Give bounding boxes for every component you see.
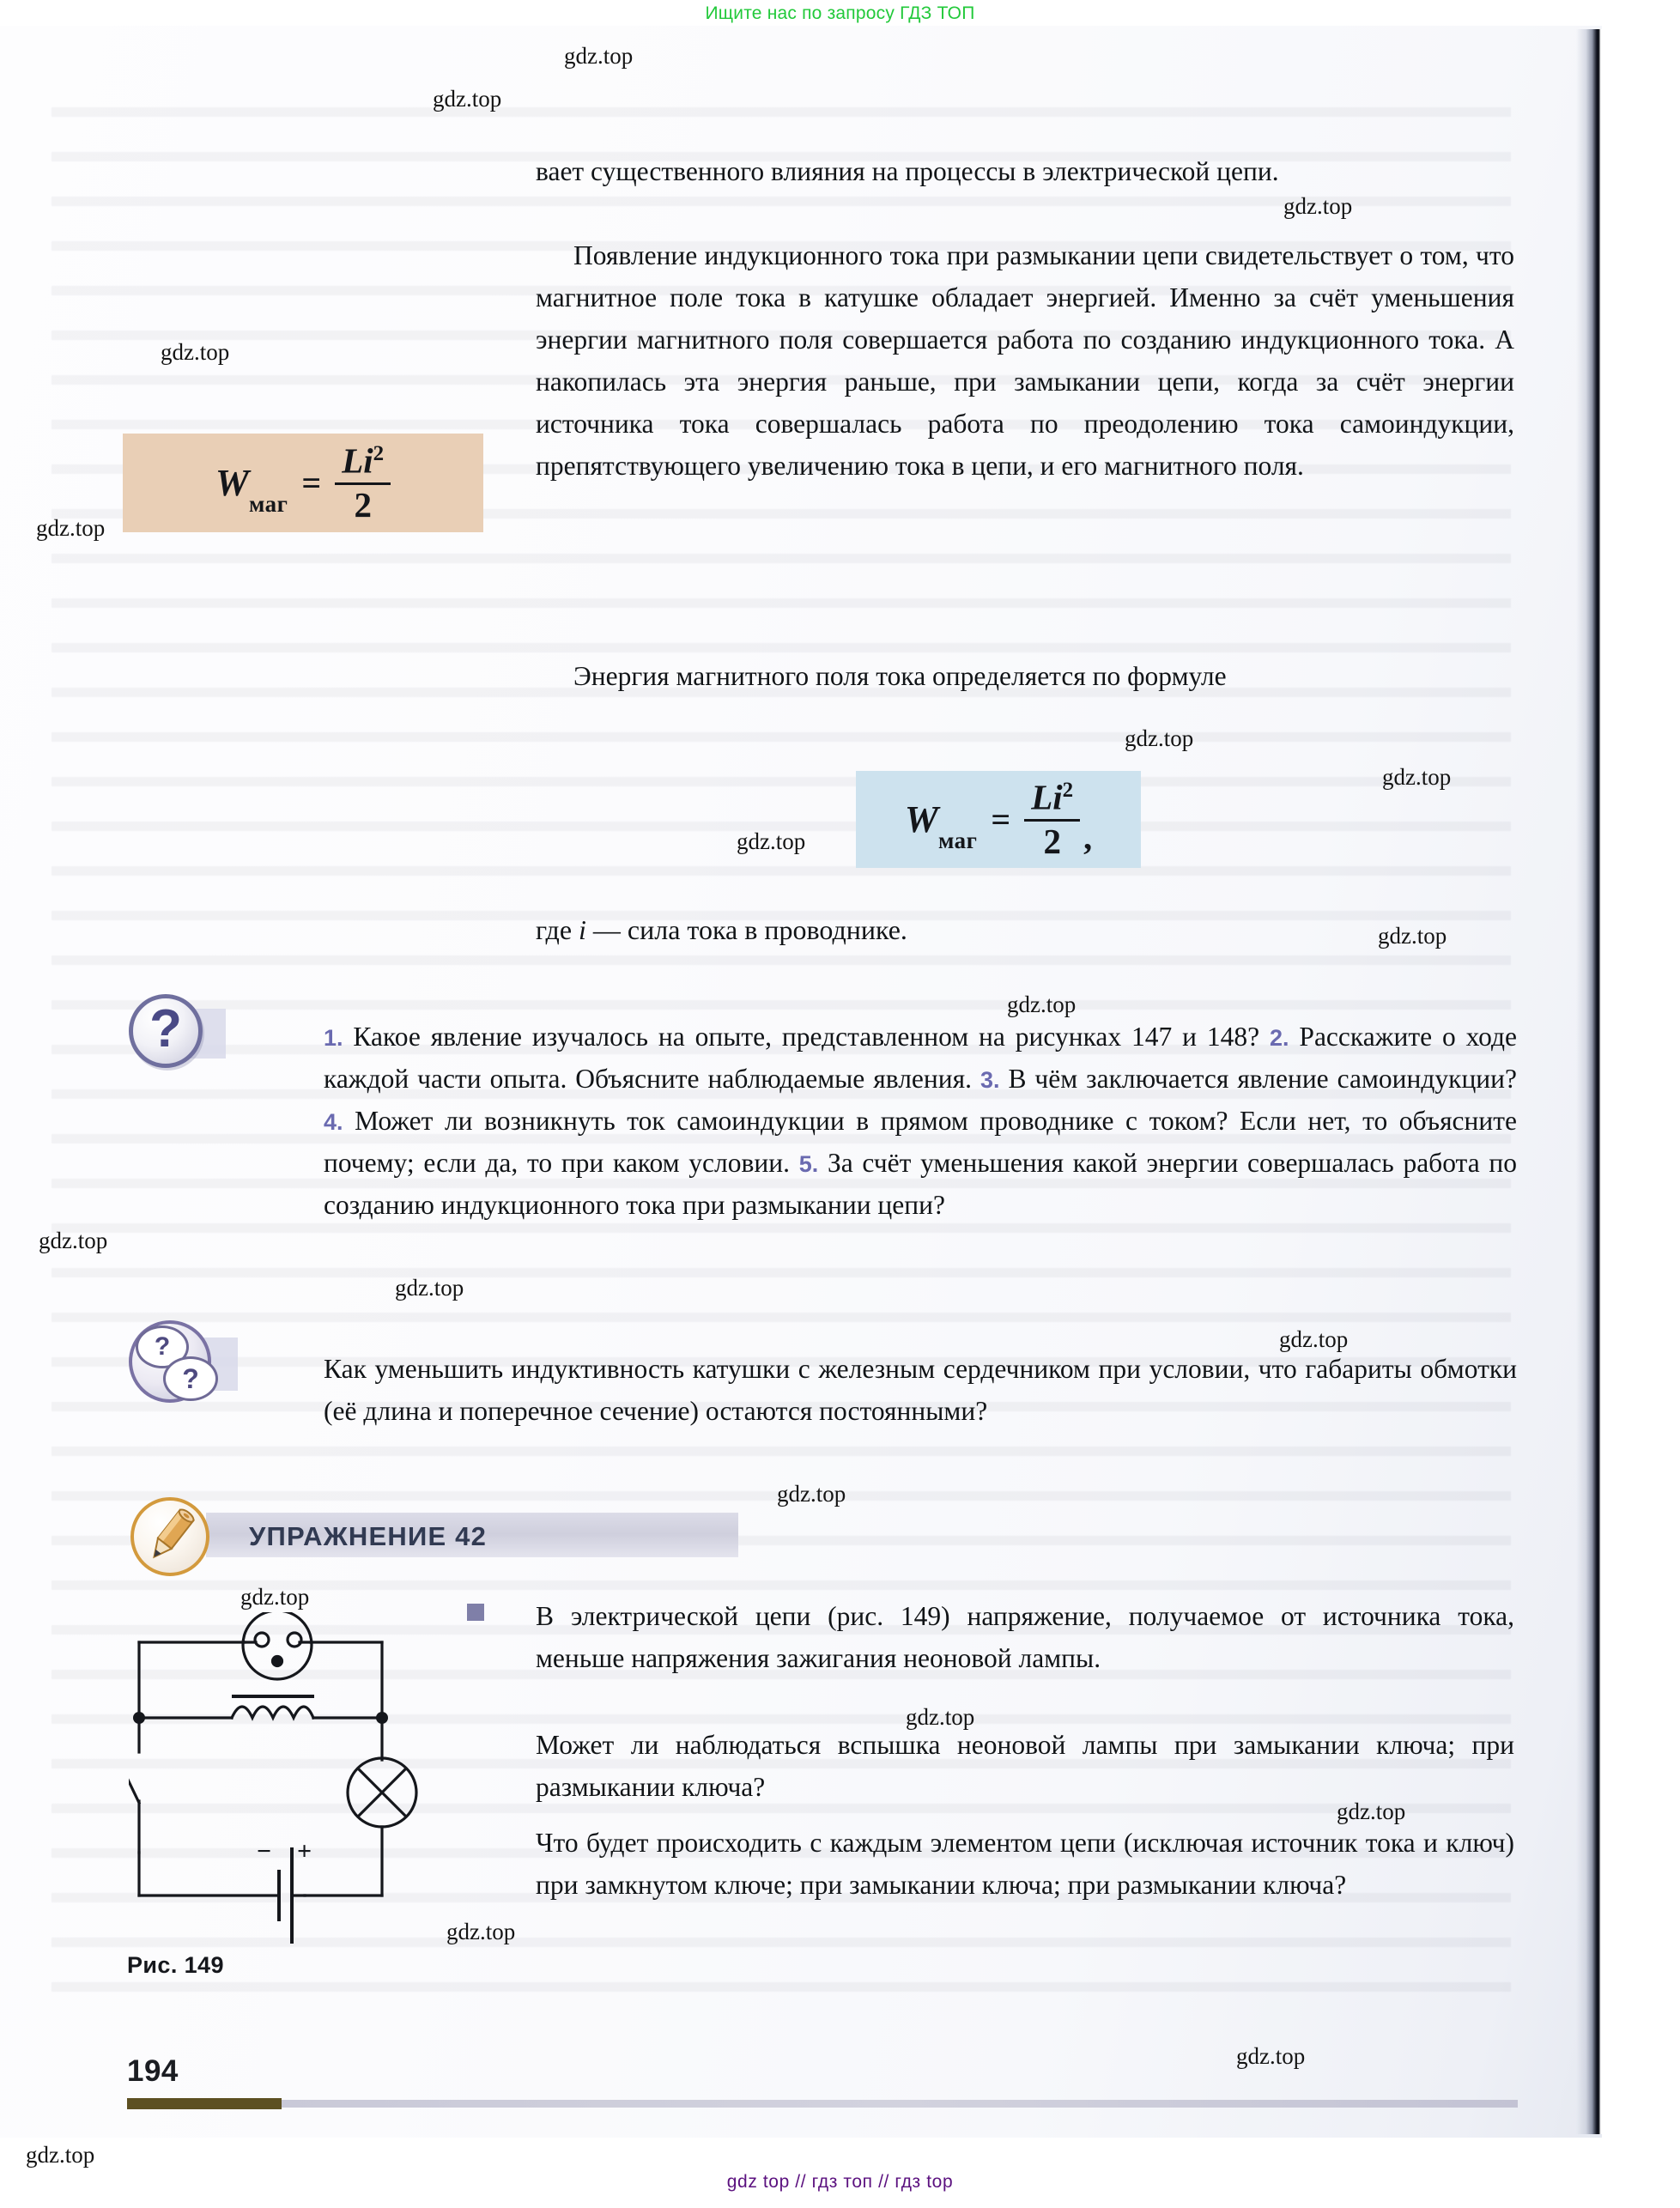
discuss-text: Как уменьшить индуктивность катушки с железным сердечником при условии, что габариты обмотки (её длина и поперечное сечение) остаются постоянными? (324, 1354, 1517, 1426)
formula-trailing-comma: , (1083, 817, 1093, 857)
questions-list (324, 1016, 1517, 1226)
pencil-icon (130, 1497, 209, 1576)
formula-exponent: 2 (373, 442, 385, 466)
formula-W: W (904, 798, 938, 840)
formula-denominator: 2 (354, 484, 372, 525)
formula-numerator: Li$^2$ (1031, 777, 1074, 817)
watermark-tile: gdz.top (1283, 193, 1353, 219)
where-prefix: где (536, 914, 579, 945)
watermark-tile: gdz.top (446, 1919, 516, 1944)
question-mark-glyph: ? (149, 999, 182, 1059)
formula-equals: = (301, 464, 322, 502)
formula-equals: = (991, 800, 1011, 839)
formula-subscript: маг (937, 827, 978, 853)
formula-W: W (215, 462, 249, 504)
exercise-paragraph-2: Может ли наблюдаться вспышка неоновой лампы при замыкании ключа; при размыкании ключа? (536, 1730, 1514, 1802)
figure-caption: Рис. 149 (127, 1952, 224, 1978)
circuit-figure (129, 1612, 472, 1956)
watermark-tile: gdz.top (1279, 1326, 1349, 1352)
watermark-tile: gdz.top (161, 339, 230, 365)
question-text: Расскажите о ходе каждой части опыта. Объясните наблюдаемые явления. (324, 1022, 1517, 1094)
watermark-tile: gdz.top (1382, 764, 1452, 790)
watermark-tile: gdz.top (26, 2142, 95, 2168)
where-suffix: — сила тока в проводнике. (585, 914, 907, 945)
main-formula-box (856, 771, 1141, 868)
exercise-title: УПРАЖНЕНИЕ 42 (249, 1521, 488, 1551)
watermark-tile: gdz.top (433, 86, 502, 112)
bubble-one: ? (136, 1325, 189, 1368)
question-number: 3. (979, 1067, 1000, 1093)
neon-lamp-symbol (243, 1612, 312, 1679)
margin-formula-box (123, 434, 483, 532)
where-line (536, 914, 907, 946)
book-binding-shadow (1576, 29, 1602, 2134)
page-number: 194 (127, 2054, 179, 2088)
formula-subscript: маг (248, 490, 288, 517)
watermark-tile: gdz.top (777, 1481, 846, 1507)
watermark-tile: gdz.top (906, 1704, 975, 1730)
formula-exponent: 2 (1062, 779, 1074, 803)
question-text: Какое явление изучалось на опыте, представленном на рисунках 147 и 148? (343, 1022, 1271, 1052)
formula-fraction (335, 440, 391, 525)
watermark-tile: gdz.top (1337, 1799, 1406, 1824)
body-paragraph-3: Энергия магнитного поля тока определяется по формуле (573, 661, 1227, 691)
bubble-two: ? (163, 1356, 218, 1401)
question-text: За счёт уменьшения какой энергии совершалась работа по созданию индукционного тока при размыкании цепи? (324, 1148, 1517, 1220)
watermark-tile: gdz.top (240, 1584, 310, 1610)
question-number: 5. (798, 1151, 819, 1177)
question-mark-icon (129, 994, 203, 1068)
watermark-tile: gdz.top (395, 1275, 464, 1301)
margin-formula (215, 440, 391, 525)
body-paragraph-1: вает существенного влияния на процессы в электрической цепи. (536, 156, 1279, 186)
watermark-header: Ищите нас по запросу ГДЗ ТОП (705, 3, 975, 23)
watermark-tile: gdz.top (1007, 992, 1077, 1017)
formula-numerator: Li$^2$ (342, 440, 385, 481)
question-number: 4. (324, 1109, 343, 1135)
circuit-diagram-svg (129, 1612, 472, 1956)
pencil-icon-svg (134, 1501, 206, 1573)
question-number: 1. (324, 1025, 343, 1051)
where-symbol: i (579, 914, 586, 945)
body-paragraph-2: Появление индукционного тока при размыкании цепи свидетельствует о том, что магнитное поле тока в катушке обладает энергией. Именно за счёт уменьшения энергии магнитного поля совершается работа по созданию индукционного тока. А накопилась эта энергия раньше, при замыкании цепи, когда за счёт энергии источника тока совершалась работа по преодолению тока самоиндукции, препятствующего увеличению тока в цепи, и его магнитного поля. (536, 240, 1514, 481)
main-formula (905, 779, 1092, 859)
exercise-paragraph-3: Что будет происходить с каждым элементом цепи (исключая источник тока и ключ) при замкнутом ключе; при замыкании ключа; при размыкании ключа? (536, 1828, 1514, 1900)
page-rule (282, 2100, 1518, 2108)
page-rule-accent (127, 2098, 282, 2109)
watermark-tile: gdz.top (1236, 2043, 1306, 2069)
watermark-tile: gdz.top (1378, 923, 1447, 949)
switch-symbol (129, 1756, 139, 1803)
watermark-tile: gdz.top (564, 43, 634, 69)
question-text: Может ли возникнуть ток самоиндукции в прямом проводнике с током? Если нет, то объясните почему; если да, то при каком условии. (324, 1106, 1517, 1178)
battery-plus-label: + (297, 1837, 312, 1865)
formula-denominator: 2 (1043, 821, 1061, 861)
watermark-tile: gdz.top (36, 515, 106, 541)
battery-minus-label: − (257, 1837, 272, 1865)
formula-fraction (1024, 779, 1080, 859)
exercise-paragraph-1: В электрической цепи (рис. 149) напряжение, получаемое от источника тока, меньше напряжения зажигания неоновой лампы. (536, 1601, 1514, 1673)
watermark-footer: gdz top // гдз топ // гдз top (726, 2172, 954, 2192)
question-number: 2. (1270, 1025, 1289, 1051)
watermark-tile: gdz.top (1125, 725, 1194, 751)
watermark-tile: gdz.top (39, 1228, 108, 1253)
question-text: В чём заключается явление самоиндукции? (999, 1064, 1518, 1094)
watermark-tile: gdz.top (737, 828, 806, 854)
two-question-bubbles-icon (129, 1320, 211, 1403)
inductor-coil-symbol (232, 1707, 313, 1718)
